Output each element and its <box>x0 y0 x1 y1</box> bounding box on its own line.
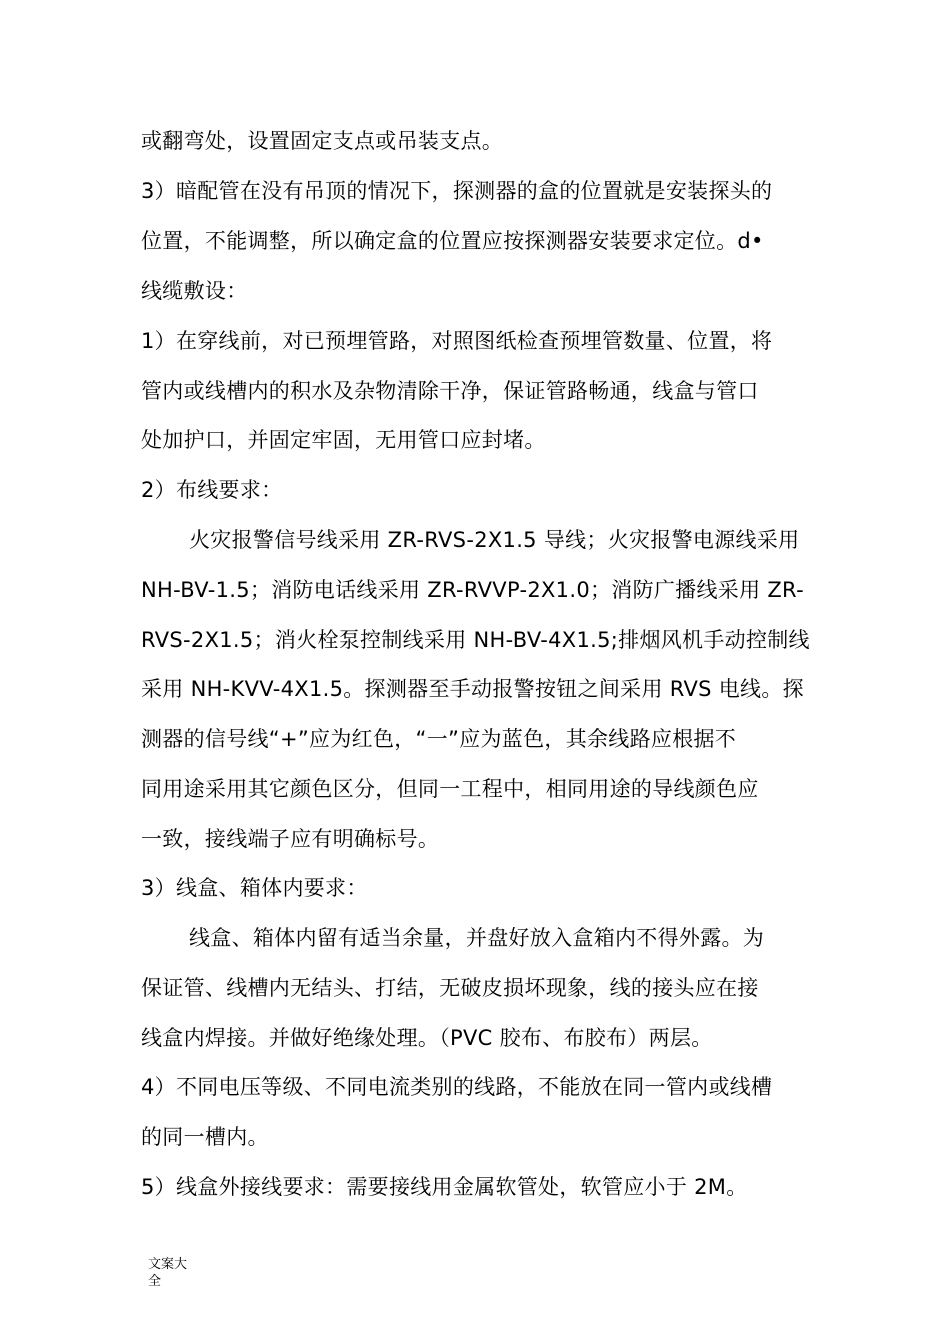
text-line: 同用途采用其它颜色区分，但同一工程中，相同用途的导线颜色应 <box>141 777 759 801</box>
text-line: 或翻弯处，设置固定支点或吊装支点。 <box>141 129 504 153</box>
text-line: 的同一槽内。 <box>141 1125 269 1149</box>
text-line: 处加护口，并固定牢固，无用管口应封堵。 <box>141 428 546 452</box>
text-line: 一致，接线端子应有明确标号。 <box>141 827 440 851</box>
text-line: 保证管、线槽内无结头、打结，无破皮损坏现象，线的接头应在接 <box>141 976 759 1000</box>
text-line: 线盒内焊接。并做好绝缘处理。（PVC 胶布、布胶布）两层。 <box>141 1026 713 1050</box>
text-line: 线盒、箱体内留有适当余量，并盘好放入盒箱内不得外露。为 <box>189 926 765 950</box>
text-line: 5）线盒外接线要求：需要接线用金属软管处，软管应小于 2M。 <box>141 1175 748 1199</box>
text-line: 2）布线要求： <box>141 478 283 502</box>
text-line: 管内或线槽内的积水及杂物清除干净，保证管路畅通，线盒与管口 <box>141 379 759 403</box>
text-line: RVS-2X1.5；消火栓泵控制线采用 NH-BV-4X1.5;排烟风机手动控制线 <box>141 628 810 652</box>
text-line: 采用 NH-KVV-4X1.5。探测器至手动报警按钮之间采用 RVS 电线。探 <box>141 677 804 701</box>
text-line: 火灾报警信号线采用 ZR-RVS-2X1.5 导线；火灾报警电源线采用 <box>189 528 800 552</box>
text-line: 3）暗配管在没有吊顶的情况下，探测器的盒的位置就是安装探头的 <box>141 179 773 203</box>
text-line: 位置，不能调整，所以确定盒的位置应按探测器安装要求定位。d• <box>141 229 764 253</box>
text-line: NH-BV-1.5；消防电话线采用 ZR-RVVP-2X1.0；消防广播线采用 ZR- <box>141 578 804 602</box>
text-line: 3）线盒、箱体内要求： <box>141 876 368 900</box>
page-footer: 文案大全 <box>148 1257 188 1289</box>
text-line: 测器的信号线“+”应为红色，“一”应为蓝色，其余线路应根据不 <box>141 727 737 751</box>
text-line: 1）在穿线前，对已预埋管路，对照图纸检查预埋管数量、位置，将 <box>141 329 773 353</box>
text-line: 线缆敷设： <box>141 279 248 303</box>
text-line: 4）不同电压等级、不同电流类别的线路，不能放在同一管内或线槽 <box>141 1075 773 1099</box>
